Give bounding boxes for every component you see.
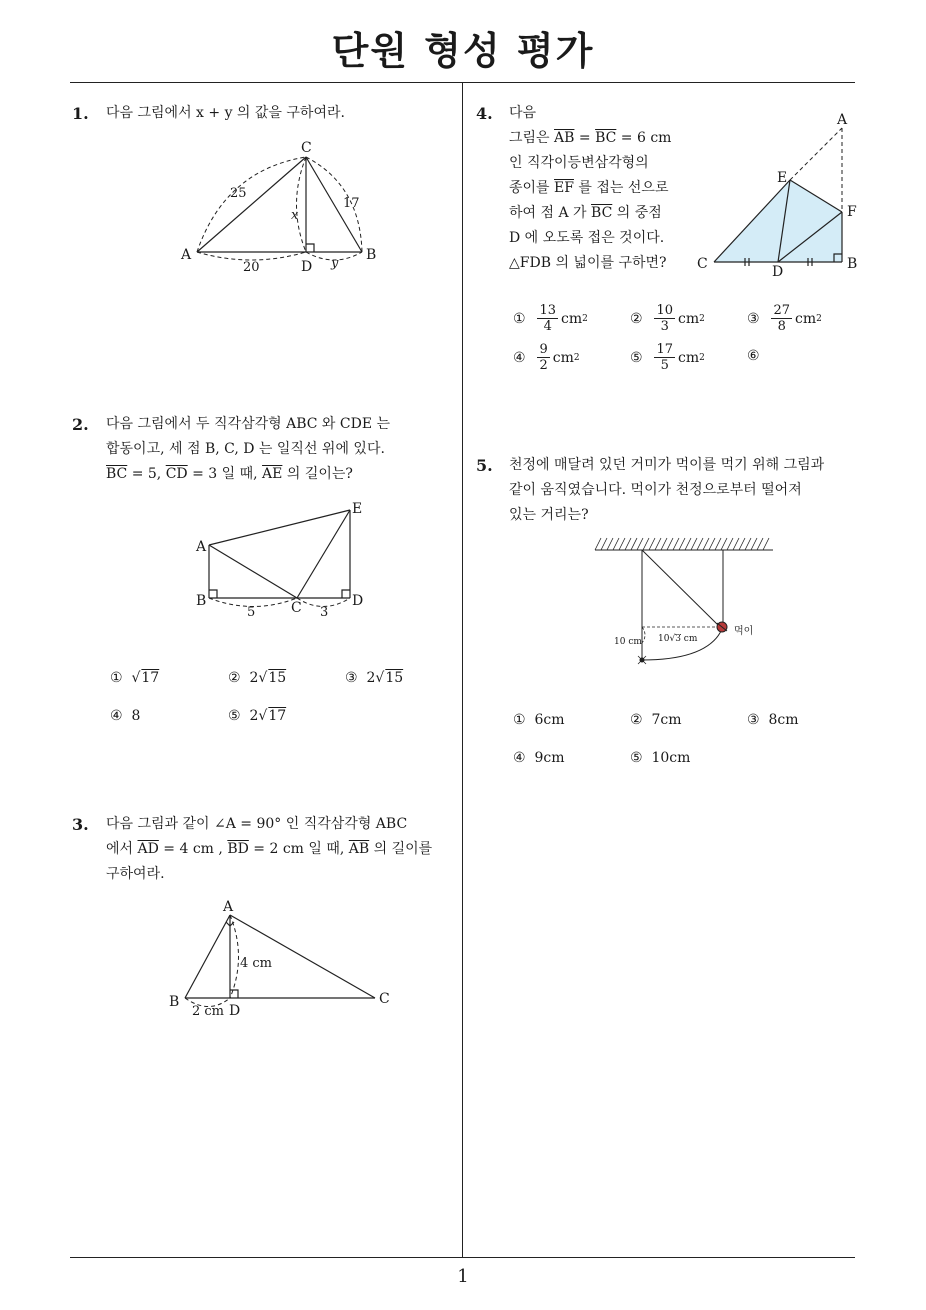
label-bc: 17 — [343, 196, 360, 211]
question-text-line3: $\overline{BC} = 5$, $\overline{CD} = 3$ 일 때, $\overline{AE}$ 의 길이는? — [106, 466, 353, 482]
option-1[interactable]: ① √ 17 — [110, 670, 160, 686]
spider-diagram — [590, 535, 790, 675]
option-3[interactable]: ③ $\frac{27}{8}$ cm 2 — [747, 303, 822, 334]
question-text-line1: 다음 — [509, 105, 537, 121]
question-text-line2: 같이 움직였습니다. 먹이가 천정으로부터 떨어져 — [509, 482, 802, 498]
question-text-line2: 합동이고, 세 점 B, C, D 는 일직선 위에 있다. — [106, 441, 385, 457]
label-b: B — [169, 994, 180, 1010]
label-c: C — [697, 256, 708, 272]
label-bc: 5 — [247, 605, 256, 620]
option-2[interactable]: ② 7cm — [630, 712, 682, 728]
label-d: D — [772, 264, 784, 280]
label-d: D — [301, 259, 313, 275]
option-3[interactable]: ③ 8cm — [747, 712, 799, 728]
question-text-line2: 에서 $\overline{AD} = 4$ cm , $\overline{BD} = 2$ cm 일 때, $\overline{AB}$ 의 길이를 — [106, 841, 433, 857]
option-3[interactable]: ③ 2 √ 15 — [345, 670, 404, 686]
page-number: 1 — [457, 1266, 469, 1287]
label-b: B — [366, 247, 377, 263]
option-1[interactable]: ① $\frac{13}{4}$ cm 2 — [513, 303, 588, 334]
label-d: D — [229, 1003, 241, 1019]
option-2[interactable]: ② 2 √ 15 — [228, 670, 287, 686]
column-divider — [462, 83, 463, 1257]
question-text-line1: 천정에 매달려 있던 거미가 먹이를 먹기 위해 그림과 — [509, 457, 825, 473]
label-a: A — [196, 539, 207, 555]
label-c: C — [301, 140, 312, 156]
label-bd: 2 cm — [192, 1004, 225, 1019]
bottom-rule — [70, 1257, 855, 1258]
right-triangle-diagram — [165, 895, 405, 1025]
label-db: y — [331, 256, 339, 271]
label-ad: 4 cm — [240, 956, 273, 971]
triangle-diagram — [175, 135, 385, 275]
question-number: 1. — [72, 104, 89, 123]
option-1[interactable]: ① 6cm — [513, 712, 565, 728]
label-c: C — [291, 600, 302, 616]
option-2[interactable]: ② $\frac{10}{3}$ cm 2 — [630, 303, 705, 334]
option-5[interactable]: ⑤ 10cm — [630, 750, 691, 766]
folded-triangle-diagram — [692, 108, 867, 278]
option-5[interactable]: ⑤ 2 √ 17 — [228, 708, 287, 724]
question-number: 3. — [72, 815, 89, 834]
option-5[interactable]: ⑤ $\frac{17}{5}$ cm 2 — [630, 342, 705, 373]
question-text-line5: 하여 점 A 가 $\overline{BC}$ 의 중점 — [509, 205, 662, 221]
label-d: D — [352, 593, 364, 609]
label-horizontal: 10√3 cm — [658, 634, 698, 644]
food-bug-icon — [717, 622, 727, 632]
question-text-line3: 있는 거리는? — [509, 507, 589, 523]
congruent-triangles-diagram — [190, 500, 380, 625]
page-title: 단원 형성 평가 — [331, 29, 595, 73]
question-number: 5. — [476, 456, 493, 475]
label-ad: 20 — [243, 260, 260, 275]
label-cd: x — [291, 208, 299, 223]
question-text: 다음 그림에서 x + y 의 값을 구하여라. — [106, 105, 345, 121]
label-e: E — [352, 501, 363, 517]
label-f: F — [847, 204, 857, 220]
question-text-line6: D 에 오도록 접은 것이다. — [509, 230, 665, 246]
label-c: C — [379, 991, 390, 1007]
option-4[interactable]: ④ $\frac{9}{2}$ cm 2 — [513, 342, 580, 373]
question-text-line1: 다음 그림에서 두 직각삼각형 ABC 와 CDE 는 — [106, 416, 391, 432]
label-ac: 25 — [230, 186, 247, 201]
question-text-line4: 종이를 $\overline{EF}$ 를 접는 선으로 — [509, 180, 669, 196]
question-text-line3: 인 직각이등변삼각형의 — [509, 155, 649, 171]
label-e: E — [777, 170, 788, 186]
label-food: 먹이 — [734, 626, 754, 637]
question-text-line1: 다음 그림과 같이 ∠A = 90° 인 직각삼각형 ABC — [106, 816, 408, 832]
option-4[interactable]: ④ 8 — [110, 708, 141, 724]
label-cd: 3 — [320, 605, 329, 620]
question-number: 4. — [476, 104, 493, 123]
question-text-line3: 구하여라. — [106, 866, 165, 882]
label-a: A — [223, 899, 234, 915]
question-text-line2: 그림은 $\overline{AB} = \overline{BC} = 6$ cm — [509, 130, 672, 146]
label-drop: 10 cm — [614, 637, 642, 647]
option-6[interactable]: ⑥ — [747, 348, 760, 364]
option-4[interactable]: ④ 9cm — [513, 750, 565, 766]
label-b: B — [847, 256, 858, 272]
question-text-line7: △FDB 의 넓이를 구하면? — [509, 255, 667, 271]
label-a: A — [837, 112, 848, 128]
label-a: A — [181, 247, 192, 263]
label-b: B — [196, 593, 207, 609]
question-number: 2. — [72, 415, 89, 434]
